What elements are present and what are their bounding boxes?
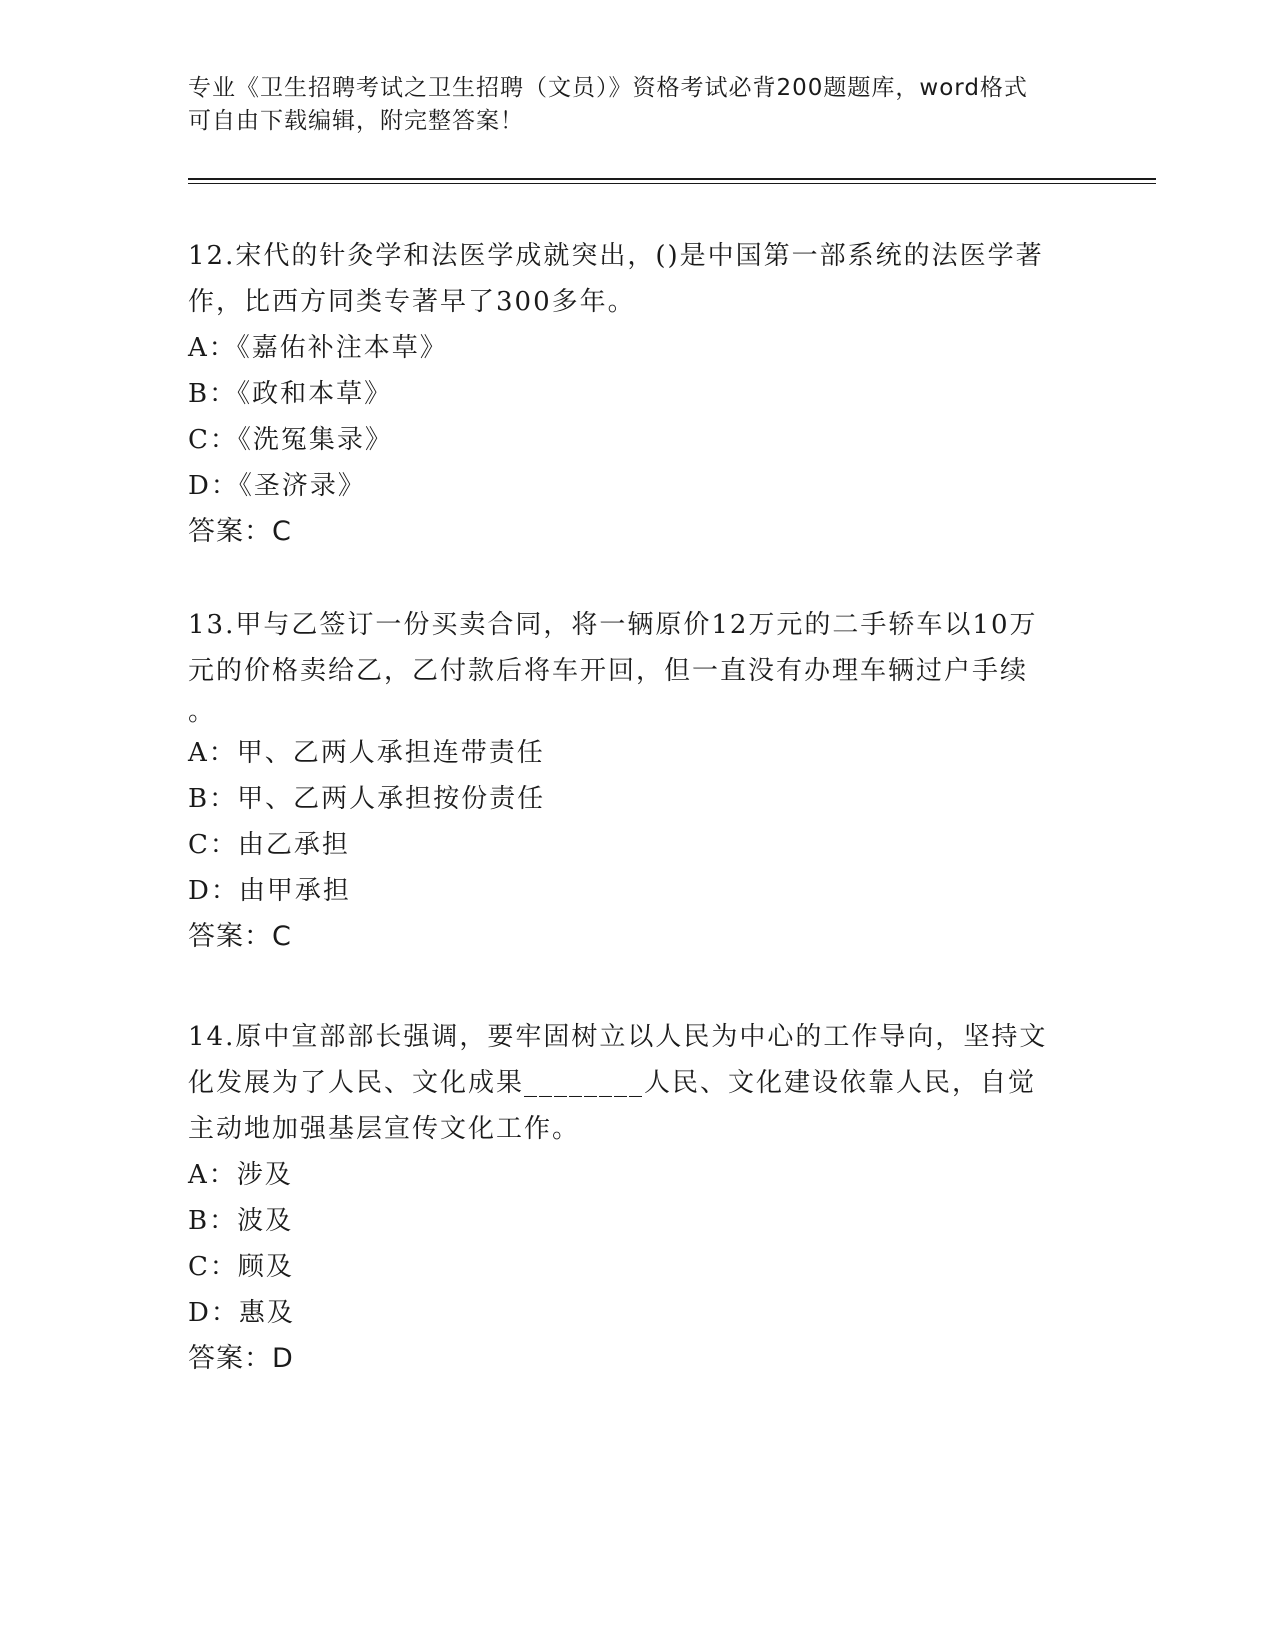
- answer: 答案：C: [188, 921, 292, 952]
- question-text-line: 元的价格卖给乙，乙付款后将车开回，但一直没有办理车辆过户手续: [188, 656, 1029, 686]
- option-c: C：顾及: [188, 1252, 294, 1282]
- document-header: [188, 72, 1068, 138]
- option-b: B：《政和本草》: [188, 379, 393, 409]
- question-text-line: 作，比西方同类专著早了300多年。: [188, 287, 636, 317]
- answer: 答案：D: [188, 1343, 294, 1374]
- option-d: D：《圣济录》: [188, 471, 366, 501]
- header-line-2: 可自由下载编辑，附完整答案！: [188, 108, 524, 134]
- option-a: A：《嘉佑补注本草》: [188, 333, 448, 363]
- question-text-line: 12.宋代的针灸学和法医学成就突出，()是中国第一部系统的法医学著: [188, 241, 1044, 271]
- question-text-line: 13.甲与乙签订一份买卖合同，将一辆原价12万元的二手轿车以10万: [188, 610, 1038, 640]
- header-divider-thin: [188, 183, 1156, 184]
- option-c: C：由乙承担: [188, 830, 350, 860]
- option-b: B：波及: [188, 1206, 294, 1236]
- option-a: A：甲、乙两人承担连带责任: [188, 738, 545, 768]
- question-13: [188, 602, 1088, 960]
- header-line-1: 专业《卫生招聘考试之卫生招聘（文员）》资格考试必背200题题库，word格式: [188, 75, 1028, 101]
- option-a: A：涉及: [188, 1160, 293, 1190]
- question-text-line: 。: [188, 697, 217, 727]
- header-divider-thick: [188, 178, 1156, 180]
- question-14: [188, 1014, 1088, 1382]
- question-12: [188, 233, 1088, 555]
- answer: 答案：C: [188, 516, 292, 547]
- question-text-line: 主动地加强基层宣传文化工作。: [188, 1114, 581, 1144]
- option-d: D：惠及: [188, 1298, 295, 1328]
- question-text-line: 化发展为了人民、文化成果________人民、文化建设依靠人民，自觉: [188, 1068, 1037, 1098]
- option-b: B：甲、乙两人承担按份责任: [188, 784, 546, 814]
- question-text-line: 14.原中宣部部长强调，要牢固树立以人民为中心的工作导向，坚持文: [188, 1022, 1048, 1052]
- option-c: C：《洗冤集录》: [188, 425, 393, 455]
- option-d: D：由甲承担: [188, 876, 351, 906]
